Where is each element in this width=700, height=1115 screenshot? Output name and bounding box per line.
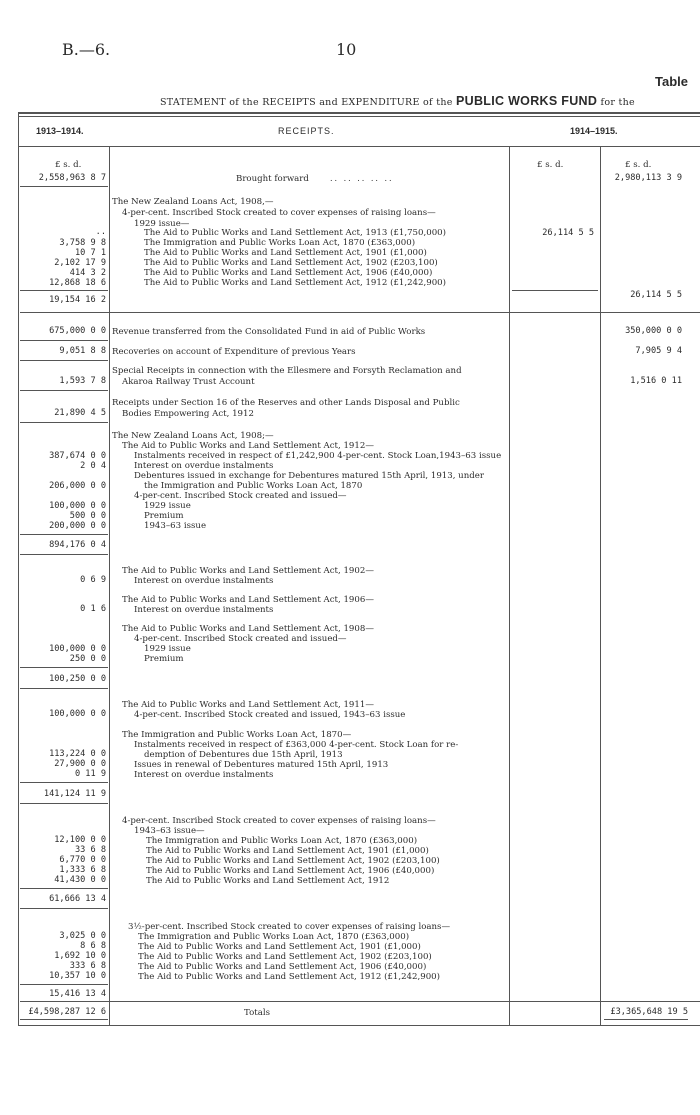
line-item: Bodies Empowering Act, 1912 (122, 409, 254, 419)
amount: 0 11 9 (74, 769, 106, 779)
line-item: The Aid to Public Works and Land Settlement Act, 1906 (£40,000) (146, 866, 435, 876)
amount: 26,114 5 5 (542, 228, 594, 238)
amount: 206,000 0 0 (49, 481, 106, 491)
line-item: the Immigration and Public Works Loan Act, 1870 (144, 481, 363, 491)
amount: 10,357 10 0 (49, 971, 106, 981)
title-bold: PUBLIC WORKS FUND (455, 94, 598, 108)
line-item: Akaroa Railway Trust Account (122, 377, 255, 387)
amount: 1,593 7 8 (59, 376, 106, 386)
amount: 100,000 0 0 (49, 501, 106, 511)
amount: .. (95, 227, 106, 237)
subtotal: 894,176 0 4 (49, 540, 106, 550)
totals-rule (20, 1001, 700, 1002)
subtotal: 26,114 5 5 (630, 290, 682, 300)
line-item: 1929 issue (144, 644, 191, 654)
line-item: Receipts under Section 16 of the Reserves and other Lands Disposal and Public (112, 398, 460, 408)
left-col-divider (109, 146, 110, 1026)
amount: 21,890 4 5 (54, 408, 106, 418)
section-heading: The New Zealand Loans Act, 1908;— (112, 431, 274, 441)
line-item: The Aid to Public Works and Land Settlement Act, 1901 (£1,000) (144, 248, 427, 258)
amount: 675,000 0 0 (49, 326, 106, 336)
subtotal-rule (20, 554, 108, 555)
amount: 10 7 1 (74, 248, 106, 258)
subtotal-rule (20, 667, 108, 668)
left-border (18, 112, 19, 1026)
mid-col-divider (509, 146, 510, 1026)
line-item: The Aid to Public Works and Land Settlement Act, 1902 (£203,100) (146, 856, 440, 866)
line-item: The Aid to Public Works and Land Settlement Act, 1913 (£1,750,000) (144, 228, 446, 238)
leader-dots: .. .. .. .. .. (330, 174, 394, 183)
line-item: The Aid to Public Works and Land Settlement Act, 1908— (122, 624, 374, 634)
line-item: Instalments received in respect of £363,000 4-per-cent. Stock Loan for re- (134, 740, 459, 750)
subtotal: 100,250 0 0 (49, 674, 106, 684)
right-year-heading: 1914–1915. (570, 126, 618, 136)
title-suffix: for the (600, 97, 635, 108)
subtotal: 61,666 13 4 (49, 894, 106, 904)
amount: 333 6 8 (69, 961, 106, 971)
subtotal-rule (20, 803, 108, 804)
line-item: 4-per-cent. Inscribed Stock created and issued, 1943–63 issue (134, 710, 406, 720)
totals-label: Totals (244, 1008, 270, 1018)
total-right: £3,365,648 19 5 (610, 1007, 688, 1017)
amount: 2 0 4 (80, 461, 106, 471)
document-code: B.—6. (62, 40, 111, 59)
amount: 0 6 9 (80, 575, 106, 585)
line-item: The Aid to Public Works and Land Settlement Act, 1901 (£1,000) (146, 846, 429, 856)
line-item: The Aid to Public Works and Land Settlement Act, 1912— (122, 441, 374, 451)
subtotal: 141,124 11 9 (43, 789, 106, 799)
line-item: Interest on overdue instalments (134, 770, 274, 780)
line-item: The Aid to Public Works and Land Settlement Act, 1902 (£203,100) (144, 258, 438, 268)
subtotal: 15,416 13 4 (49, 989, 106, 999)
line-item: demption of Debentures due 15th April, 1913 (144, 750, 343, 760)
amount: 33 6 8 (74, 845, 106, 855)
lsd-mid: £ s. d. (537, 160, 564, 170)
amount: 27,900 0 0 (54, 759, 106, 769)
lsd-right: £ s. d. (625, 160, 652, 170)
bf-right-amount: 2,980,113 3 9 (614, 173, 682, 183)
line-item: 4-per-cent. Inscribed Stock created to cover expenses of raising loans— (122, 208, 436, 218)
line-item: Revenue transferred from the Consolidated Fund in aid of Public Works (112, 327, 426, 337)
amount: 2,102 17 9 (54, 258, 106, 268)
line-item: 3½-per-cent. Inscribed Stock created to cover expenses of raising loans— (128, 922, 451, 932)
line-item: The Immigration and Public Works Loan Act, 1870 (£363,000) (146, 836, 418, 846)
line-item: The Aid to Public Works and Land Settlement Act, 1912 (£1,242,900) (138, 972, 440, 982)
title-prefix: STATEMENT of the RECEIPTS and EXPENDITURE of the (160, 97, 453, 108)
page-number: 10 (336, 40, 357, 59)
row-rule (20, 422, 108, 423)
receipts-heading: RECEIPTS. (278, 126, 335, 136)
bottom-rule (18, 1025, 700, 1026)
table-label: Table (655, 74, 688, 89)
subtotal-rule (512, 290, 598, 291)
amount: 3,758 9 8 (59, 238, 106, 248)
left-year-heading: 1913–1914. (36, 126, 84, 136)
line-item: Instalments received in respect of £1,242,900 4-per-cent. Stock Loan,1943–63 issue (134, 451, 502, 461)
amount: 9,051 8 8 (59, 346, 106, 356)
line-item: The Immigration and Public Works Loan Act, 1870 (£363,000) (144, 238, 416, 248)
amount: 12,100 0 0 (54, 835, 106, 845)
subtotal: 19,154 16 2 (49, 295, 106, 305)
subtotal-rule (20, 888, 108, 889)
line-item: Issues in renewal of Debentures matured 15th April, 1913 (134, 760, 389, 770)
line-item: 4-per-cent. Inscribed Stock created and issued— (134, 634, 347, 644)
line-item: Recoveries on account of Expenditure of previous Years (112, 347, 356, 357)
line-item: 1943–63 issue (144, 521, 207, 531)
amount: 200,000 0 0 (49, 521, 106, 531)
line-item: 1943–63 issue— (134, 826, 205, 836)
line-item: The Aid to Public Works and Land Settlement Act, 1912 (146, 876, 390, 886)
line-item: The Immigration and Public Works Loan Act, 1870 (£363,000) (138, 932, 410, 942)
amount: 3,025 0 0 (59, 931, 106, 941)
top-rule-thin (18, 116, 700, 117)
total-left: £4,598,287 12 6 (28, 1007, 106, 1017)
top-rule (18, 112, 700, 114)
line-item: Interest on overdue instalments (134, 605, 274, 615)
subtotal-rule (20, 290, 108, 291)
line-item: Premium (144, 511, 184, 521)
line-item: The Aid to Public Works and Land Settlement Act, 1901 (£1,000) (138, 942, 421, 952)
amount: 100,000 0 0 (49, 644, 106, 654)
amount: 0 1 6 (80, 604, 106, 614)
subtotal-rule (20, 908, 108, 909)
row-rule (20, 390, 108, 391)
subtotal-rule (20, 534, 108, 535)
amount: 350,000 0 0 (625, 326, 682, 336)
amount: 1,692 10 0 (54, 951, 106, 961)
line-item: The Aid to Public Works and Land Settlement Act, 1906 (£40,000) (138, 962, 427, 972)
section-rule (20, 312, 700, 313)
line-item: The Aid to Public Works and Land Settlement Act, 1911— (122, 700, 374, 710)
subtotal-rule (20, 984, 108, 985)
amount: 414 3 2 (69, 268, 106, 278)
statement-title (160, 94, 635, 108)
double-rule (20, 1019, 108, 1020)
line-item: The Aid to Public Works and Land Settlement Act, 1912 (£1,242,900) (144, 278, 446, 288)
line-item: Interest on overdue instalments (134, 461, 274, 471)
amount: 6,770 0 0 (59, 855, 106, 865)
amount: 387,674 0 0 (49, 451, 106, 461)
line-item: 1929 issue— (134, 219, 190, 229)
brought-forward-label: Brought forward (236, 174, 309, 184)
header-rule (18, 146, 700, 147)
amount: 41,430 0 0 (54, 875, 106, 885)
line-item: The Aid to Public Works and Land Settlement Act, 1906 (£40,000) (144, 268, 433, 278)
amount: 113,224 0 0 (49, 749, 106, 759)
amount: 100,000 0 0 (49, 709, 106, 719)
bf-rule (20, 186, 108, 187)
amount: 500 0 0 (69, 511, 106, 521)
bf-left-amount: 2,558,963 8 7 (38, 173, 106, 183)
line-item: The Aid to Public Works and Land Settlement Act, 1902 (£203,100) (138, 952, 432, 962)
line-item: Interest on overdue instalments (134, 576, 274, 586)
line-item: Premium (144, 654, 184, 664)
right-col-divider (600, 146, 601, 1026)
line-item: 4-per-cent. Inscribed Stock created and issued— (134, 491, 347, 501)
amount: 1,516 0 11 (630, 376, 682, 386)
line-item: Debentures issued in exchange for Debentures matured 15th April, 1913, under (134, 471, 484, 481)
row-rule (20, 360, 108, 361)
double-rule (604, 1019, 688, 1020)
row-rule (20, 340, 108, 341)
subtotal-rule (20, 782, 108, 783)
line-item: 1929 issue (144, 501, 191, 511)
line-item: The Aid to Public Works and Land Settlement Act, 1906— (122, 595, 374, 605)
lsd-left: £ s. d. (55, 160, 82, 170)
line-item: The Immigration and Public Works Loan Act, 1870— (122, 730, 352, 740)
amount: 250 0 0 (69, 654, 106, 664)
line-item: The Aid to Public Works and Land Settlement Act, 1902— (122, 566, 374, 576)
amount: 7,905 9 4 (635, 346, 682, 356)
line-item: 4-per-cent. Inscribed Stock created to cover expenses of raising loans— (122, 816, 436, 826)
amount: 8 6 8 (80, 941, 106, 951)
section-heading: The New Zealand Loans Act, 1908,— (112, 197, 274, 207)
subtotal-rule (20, 688, 108, 689)
amount: 12,868 18 6 (49, 278, 106, 288)
line-item: Special Receipts in connection with the Ellesmere and Forsyth Reclamation and (112, 366, 462, 376)
amount: 1,333 6 8 (59, 865, 106, 875)
